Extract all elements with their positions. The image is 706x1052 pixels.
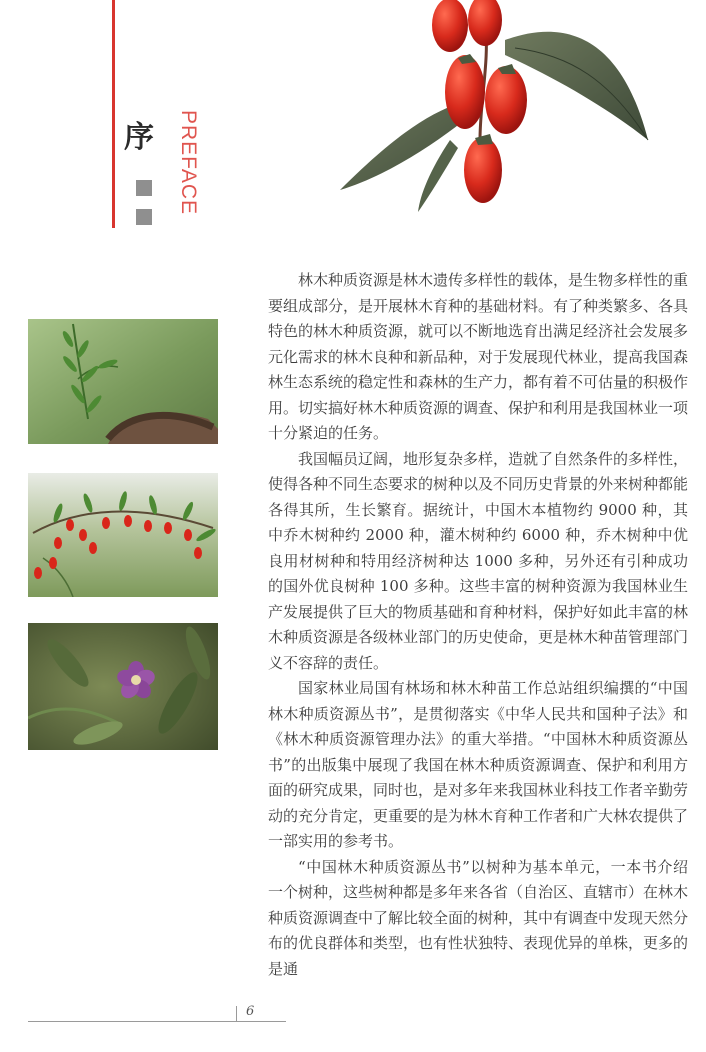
page-title-english: PREFACE xyxy=(177,110,200,216)
preface-body xyxy=(268,268,688,982)
footer-rule xyxy=(28,1021,286,1022)
goji-flower-photo xyxy=(28,623,218,750)
goji-sprig-photo xyxy=(28,319,218,444)
page-number: 6 xyxy=(246,1004,255,1019)
decorative-square xyxy=(136,180,152,196)
page-title: 序 xyxy=(124,120,154,155)
decorative-square xyxy=(136,209,152,225)
goji-berry-illustration xyxy=(330,0,670,230)
paragraph: 国家林业局国有林场和林木种苗工作总站组织编撰的“中国林木种质资源丛书”，是贯彻落实《中华人民共和国种子法》和《林木种质资源管理办法》的重大举措。“中国林木种质资源丛书”的出版集中展现了我国在林木种质资源调查、保护和利用方面的研究成果，同时也，是对多年来我国林业科技工作者辛勤劳动的充分肯定，更重要的是为林木育种工作者和广大林农提供了一部实用的参考书。 xyxy=(268,679,689,850)
paragraph: 我国幅员辽阔，地形复杂多样，造就了自然条件的多样性，使得各种不同生态要求的树种以及不同历史背景的外来树种都能各得其所，生长繁育。据统计，中国木本植物约 9000 种，其中乔木树种约 2000 种，灌木树种约 6000 种，乔木树种中优良用材树种和特用经济树种达 1000 多种，另外还有引种成功的国外优良树种 100 多种。这些丰富的树种资源为我国林业生产发展提供了巨大的物质基础和育种材料，保护好如此丰富的林木种质资源是各级林业部门的历史使命，更是林木种苗管理部门义不容辞的责任。 xyxy=(268,449,689,672)
footer-tick xyxy=(236,1006,237,1022)
paragraph: “中国林木种质资源丛书”以树种为基本单元，一本书介绍一个树种，这些树种都是多年来各省（自治区、直辖市）在林木种质资源调查中了解比较全面的树种，其中有调查中发现天然分布的优良群体和类型，也有性状独特、表现优异的单株，更多的是通 xyxy=(268,857,689,978)
paragraph: 林木种质资源是林木遗传多样性的载体，是生物多样性的重要组成部分，是开展林木育种的基础材料。有了种类繁多、各具特色的林木种质资源，就可以不断地选育出满足经济社会发展多元化需求的林木良种和新品种，对于发展现代林业，提高我国森林生态系统的稳定性和森林的生产力，都有着不可估量的积极作用。切实搞好林木种质资源的调查、保护和利用是我国林业一项十分紧迫的任务。 xyxy=(268,271,689,442)
goji-berries-branch-photo xyxy=(28,473,218,597)
accent-red-line xyxy=(112,0,115,228)
